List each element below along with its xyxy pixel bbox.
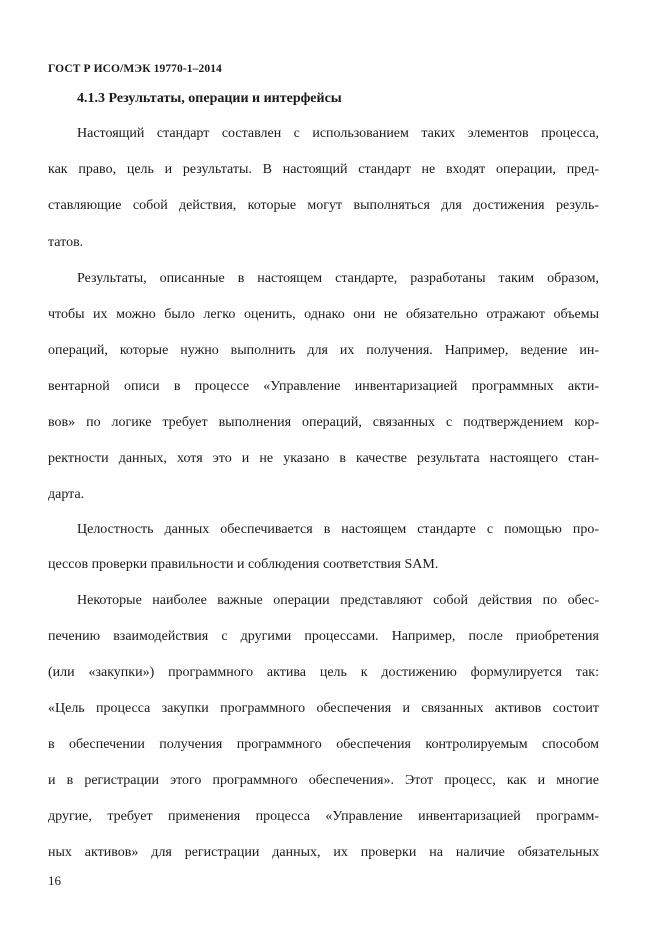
paragraph-line: вентарной описи в процессе «Управление инвентаризацией программных акти- — [48, 379, 599, 394]
paragraph-line: Некоторые наиболее важные операции представляют собой действия по обес- — [77, 593, 599, 608]
paragraph-line: операций, которые нужно выполнить для их получения. Например, ведение ин- — [48, 343, 599, 358]
paragraph-line: «Цель процесса закупки программного обеспечения и связанных активов состоит — [48, 701, 599, 716]
paragraph-line: как право, цель и результаты. В настоящий стандарт не входят операции, пред- — [48, 162, 599, 177]
paragraph-line: татов. — [48, 235, 84, 250]
paragraph-line: ных активов» для регистрации данных, их проверки на наличие обязательных — [48, 845, 599, 860]
paragraph-line: в обеспечении получения программного обеспечения контролируемым способом — [48, 737, 599, 752]
paragraph-line: ставляющие собой действия, которые могут выполняться для достижения резуль- — [48, 198, 599, 213]
paragraph-line: вов» по логике требует выполнения операций, связанных с подтверждением кор- — [48, 415, 599, 430]
document-header: ГОСТ Р ИСО/МЭК 19770-1–2014 — [48, 63, 222, 75]
paragraph-line: ректности данных, хотя это и не указано в качестве результата настоящего стан- — [48, 451, 599, 466]
section-heading: 4.1.3 Результаты, операции и интерфейсы — [77, 91, 342, 106]
paragraph-line: дарта. — [48, 487, 85, 502]
paragraph-line: Настоящий стандарт составлен с использованием таких элементов процесса, — [77, 126, 599, 141]
paragraph-line: Целостность данных обеспечивается в настоящем стандарте с помощью про- — [77, 522, 599, 537]
paragraph-line: цессов проверки правильности и соблюдения соответствия SAM. — [48, 557, 439, 572]
paragraph-line: чтобы их можно было легко оценить, однако они не обязательно отражают объемы — [48, 307, 599, 322]
paragraph-line: и в регистрации этого программного обеспечения». Этот процесс, как и многие — [48, 773, 599, 788]
page-number: 16 — [48, 873, 61, 888]
paragraph-line: (или «закупки») программного актива цель к достижению формулируется так: — [48, 665, 599, 680]
paragraph-line: Результаты, описанные в настоящем стандарте, разработаны таким образом, — [77, 271, 599, 286]
paragraph-line: печению взаимодействия с другими процессами. Например, после приобретения — [48, 629, 599, 644]
paragraph-line: другие, требует применения процесса «Управление инвентаризацией программ- — [48, 809, 599, 824]
